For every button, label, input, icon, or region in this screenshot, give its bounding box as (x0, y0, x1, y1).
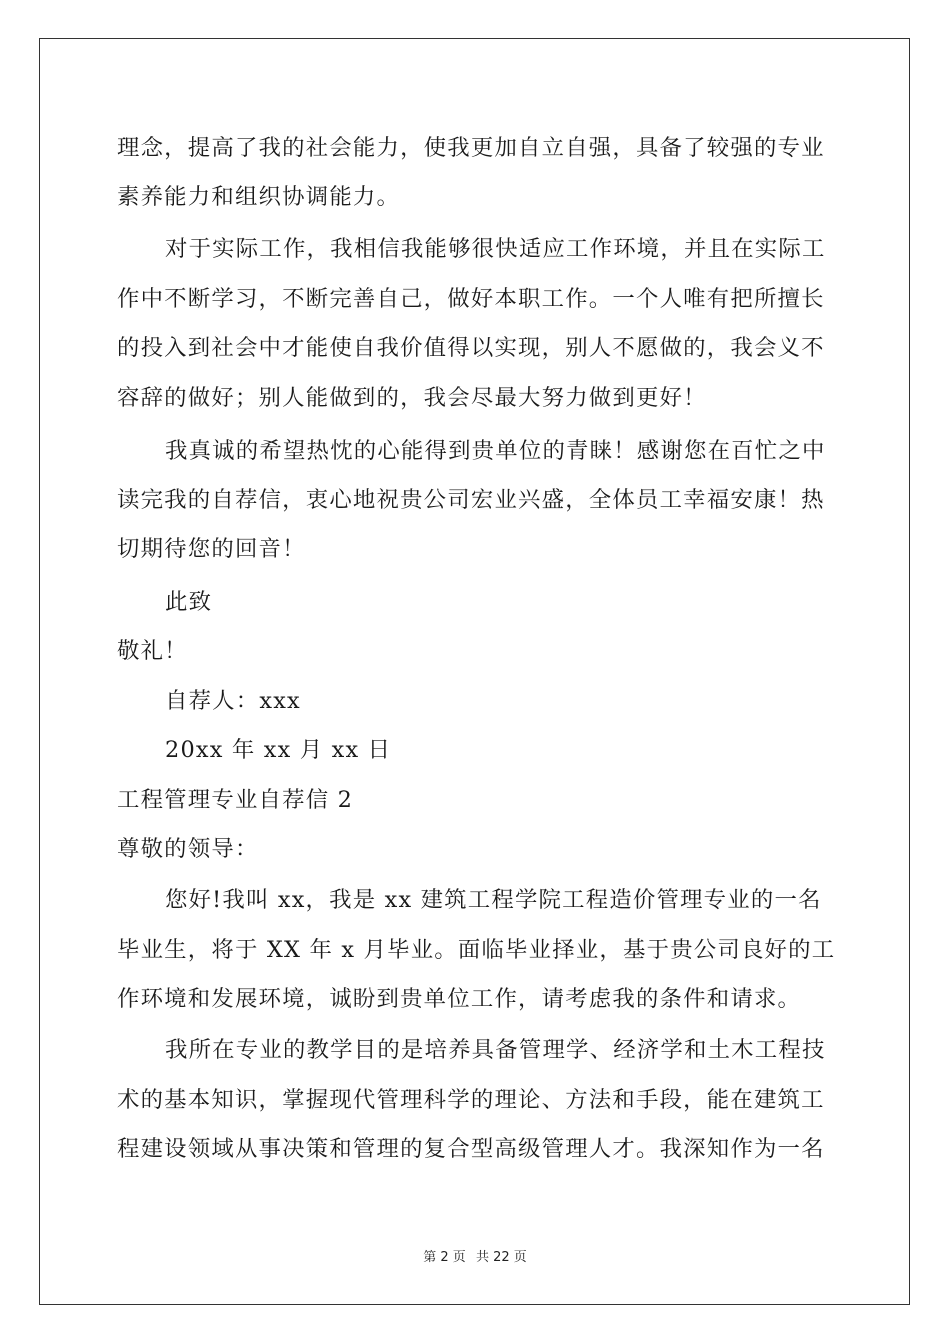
text-line: 我真诚的希望热忱的心能得到贵单位的青睐！感谢您在百忙之中 (165, 438, 826, 464)
date-line: 20xx 年 xx 月 xx 日 (165, 737, 392, 763)
text-line: 的投入到社会中才能使自我价值得以实现，别人不愿做的，我会义不 (117, 335, 825, 361)
text-line: 术的基本知识，掌握现代管理科学的理论、方法和手段，能在建筑工 (117, 1087, 825, 1113)
text-line: 切期待您的回音！ (117, 536, 306, 562)
greeting-line: 尊敬的领导： (117, 836, 259, 862)
text-line: 您好!我叫 xx，我是 xx 建筑工程学院工程造价管理专业的一名 (165, 887, 822, 913)
text-line: 读完我的自荐信，衷心地祝贵公司宏业兴盛，全体员工幸福安康！热 (117, 487, 825, 513)
text-line: 毕业生，将于 XX 年 x 月毕业。面临毕业择业，基于贵公司良好的工 (117, 937, 836, 963)
salutation-closing: 此致 (165, 589, 213, 615)
text-line: 作中不断学习，不断完善自己，做好本职工作。一个人唯有把所擅长 (117, 286, 825, 312)
page-total: 共 22 页 (475, 1250, 527, 1265)
page-number: 第 2 页 (423, 1250, 466, 1265)
salutation-regards: 敬礼！ (117, 638, 188, 664)
signature-line: 自荐人：xxx (165, 688, 301, 714)
text-line: 素养能力和组织协调能力。 (117, 184, 401, 210)
text-line: 理念，提高了我的社会能力，使我更加自立自强，具备了较强的专业 (117, 135, 825, 161)
letter-title: 工程管理专业自荐信 2 (117, 787, 354, 813)
text-line: 容辞的做好；别人能做到的，我会尽最大努力做到更好！ (117, 385, 707, 411)
text-line: 对于实际工作，我相信我能够很快适应工作环境，并且在实际工 (165, 236, 826, 262)
page-footer (0, 1246, 950, 1265)
text-line: 我所在专业的教学目的是培养具备管理学、经济学和土木工程技 (165, 1037, 826, 1063)
text-line: 作环境和发展环境，诚盼到贵单位工作，请考虑我的条件和请求。 (117, 986, 802, 1012)
text-line: 程建设领域从事决策和管理的复合型高级管理人才。我深知作为一名 (117, 1136, 825, 1162)
